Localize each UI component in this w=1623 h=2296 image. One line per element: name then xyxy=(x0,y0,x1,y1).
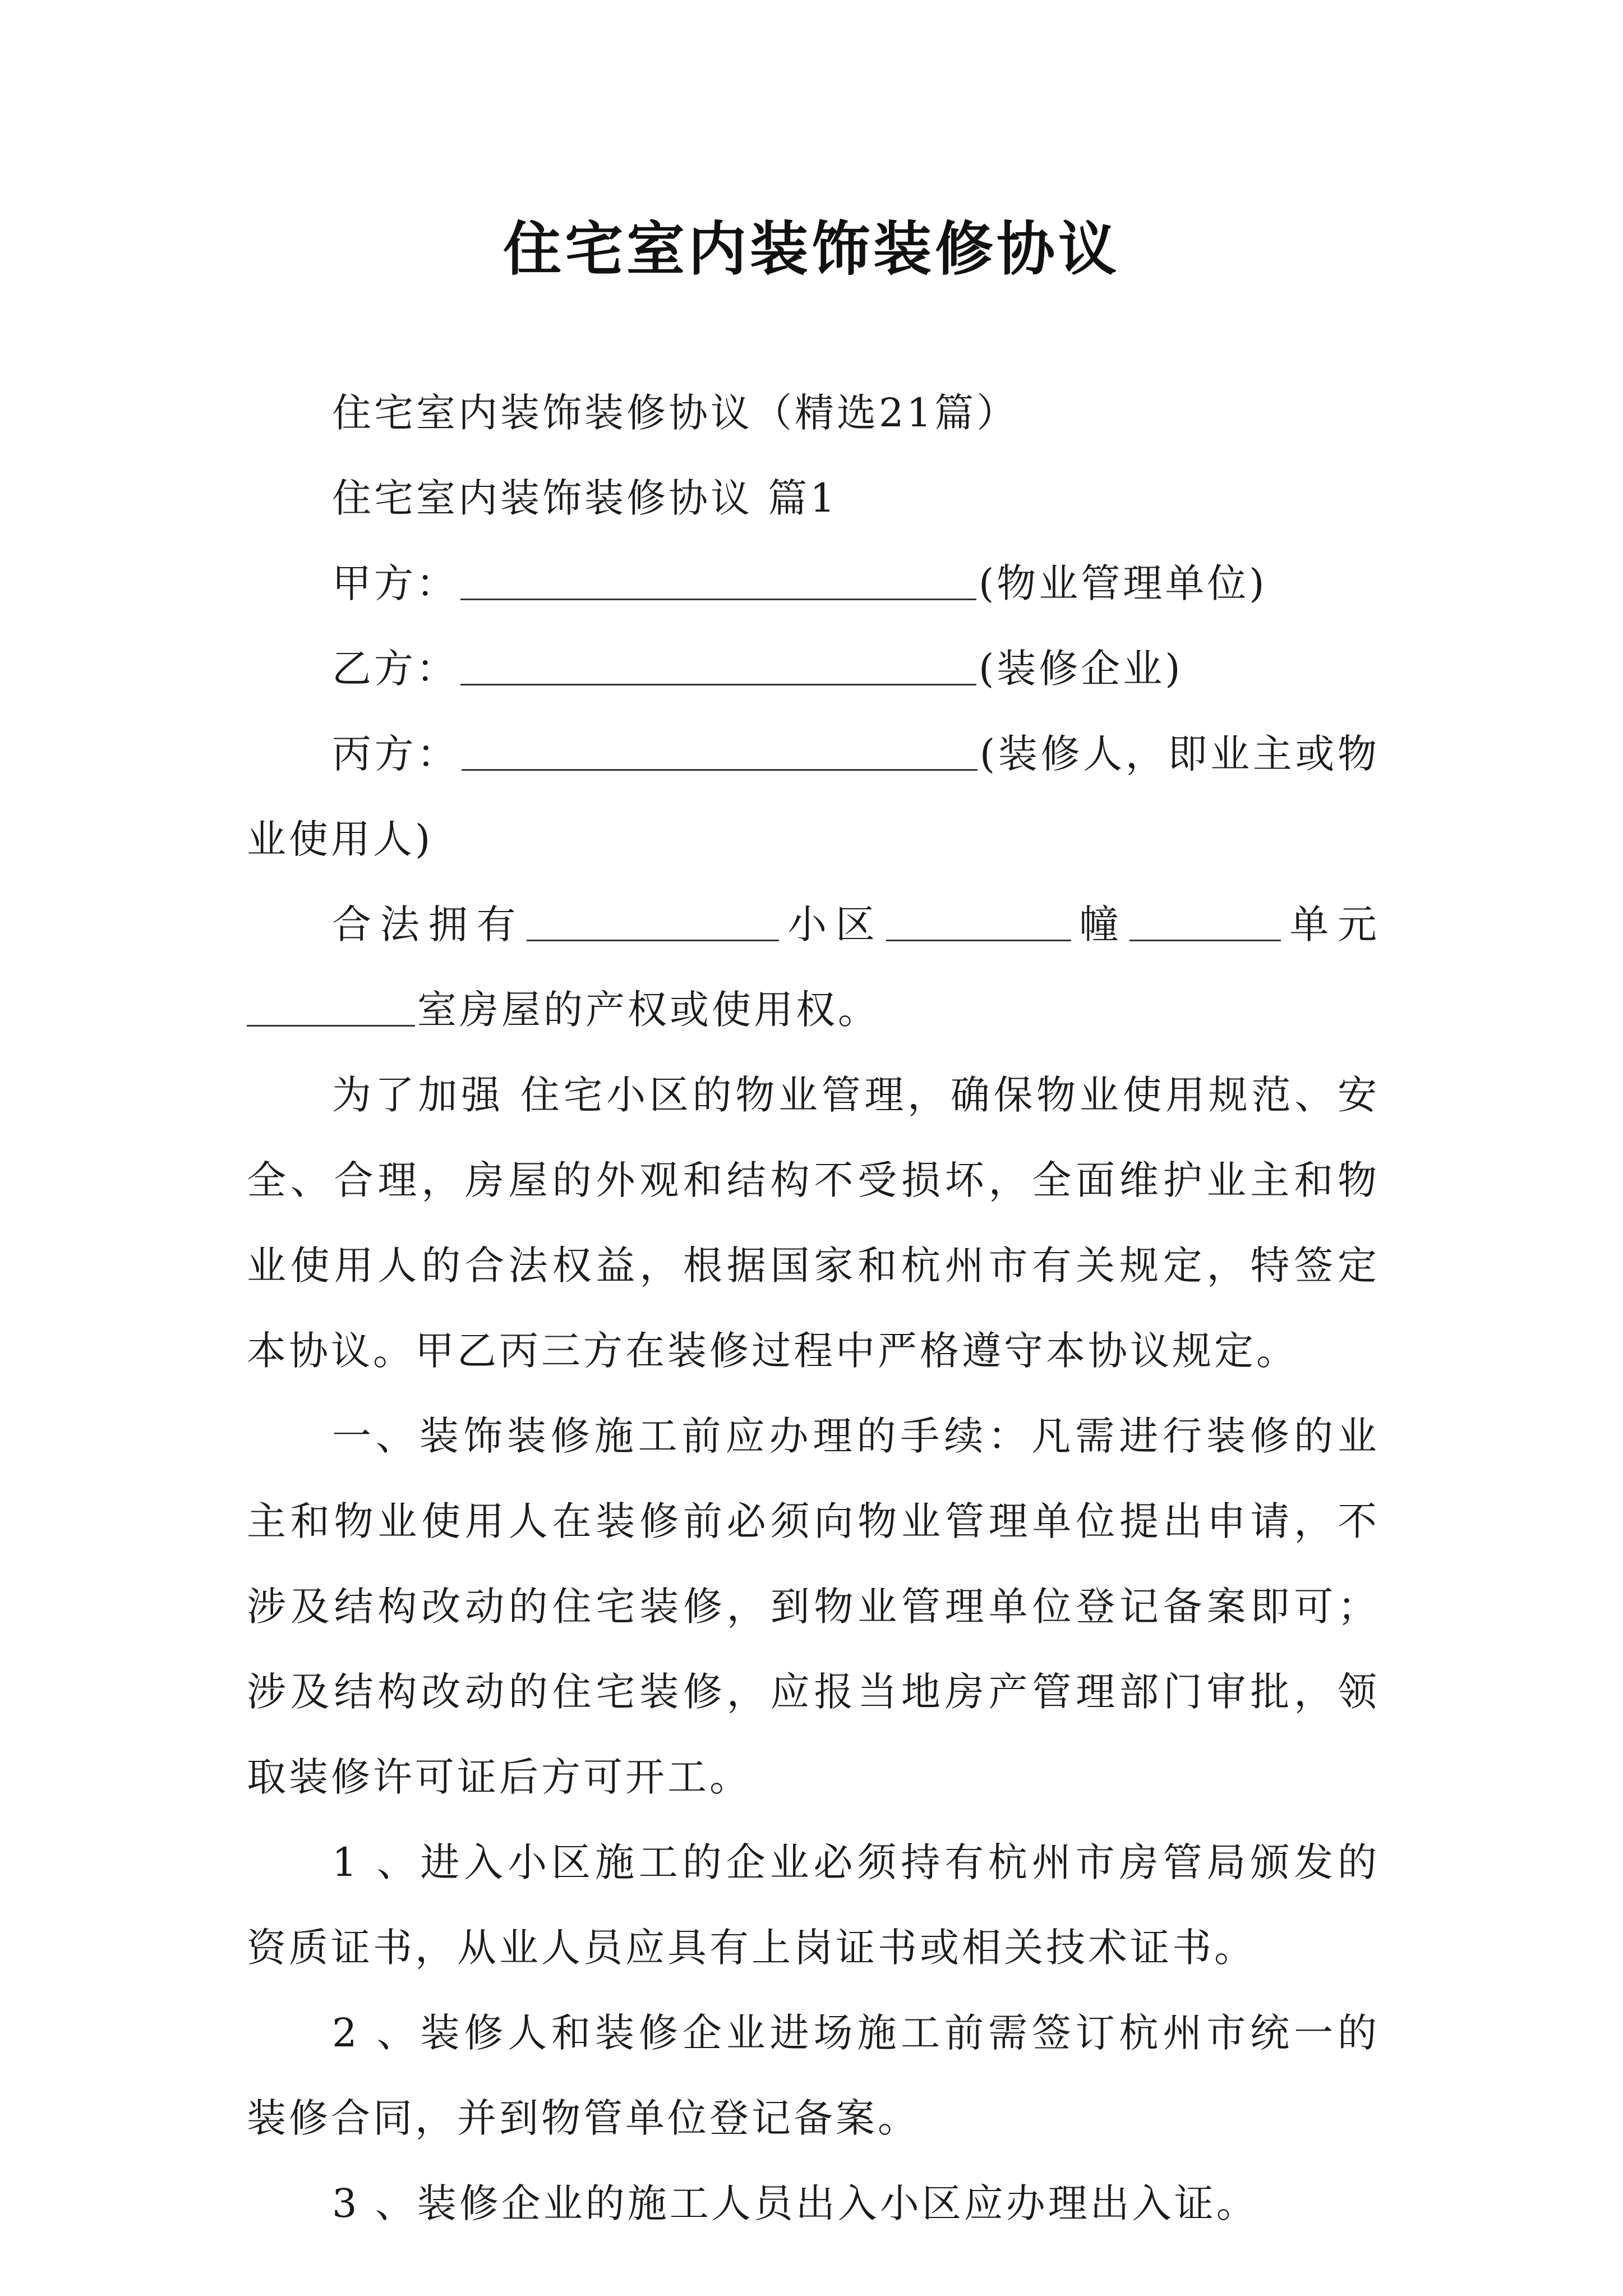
party-c-blank xyxy=(462,730,978,771)
ownership-text-1: 合法拥有 xyxy=(332,901,525,947)
chapter-heading: 住宅室内装饰装修协议 篇1 xyxy=(332,475,838,521)
party-b-line xyxy=(247,626,1380,711)
item-2-paragraph: 2 、装修人和装修企业进场施工前需签订杭州市统一的装修合同，并到物管单位登记备案。 xyxy=(247,2010,1380,2141)
unit-blank xyxy=(1129,900,1281,941)
ownership-text-5: 室房屋的产权或使用权。 xyxy=(417,987,880,1033)
ownership-text-3: 幢 xyxy=(1073,901,1128,947)
room-blank xyxy=(247,986,415,1027)
ownership-paragraph xyxy=(247,882,1380,1052)
subtitle-paragraph: 住宅室内装饰装修协议（精选21篇） xyxy=(332,390,1019,436)
party-a-line xyxy=(247,541,1380,626)
item-3-paragraph: 3 、装修企业的施工人员出入小区应办理出入证。 xyxy=(332,2180,1258,2226)
party-a-label: 甲方： xyxy=(332,560,458,606)
community-blank xyxy=(527,900,779,941)
item-1-paragraph: 1 、进入小区施工的企业必须持有杭州市房管局颁发的资质证书，从业人员应具有上岗证书或相关技术证书。 xyxy=(247,1839,1380,1971)
party-c-label: 丙方： xyxy=(332,731,459,777)
purpose-paragraph: 为了加强 住宅小区的物业管理，确保物业使用规范、安全、合理，房屋的外观和结构不受损坏，全面维护业主和物业使用人的合法权益，根据国家和杭州市有关规定，特签定本协议。甲乙丙三方在装修过程中严格遵守本协议规定。 xyxy=(247,1072,1380,1374)
ownership-text-4: 单元 xyxy=(1283,901,1380,947)
party-a-blank xyxy=(460,559,976,600)
document-body xyxy=(247,370,1380,2246)
party-a-note: (物业管理单位) xyxy=(979,560,1267,606)
party-c-line xyxy=(247,711,1380,882)
party-b-label: 乙方： xyxy=(332,646,458,692)
document-title: 住宅室内装饰装修协议 xyxy=(502,215,1120,283)
party-b-blank xyxy=(460,645,976,685)
building-blank xyxy=(886,900,1071,941)
section-1-paragraph: 一、装饰装修施工前应办理的手续：凡需进行装修的业主和物业使用人在装修前必须向物业管理单位提出申请，不涉及结构改动的住宅装修，到物业管理单位登记备案即可；涉及结构改动的住宅装修，应报当地房产管理部门审批，领取装修许可证后方可开工。 xyxy=(247,1413,1380,1800)
party-c-note: (装修人，即业主或物业使用人) xyxy=(247,731,1380,862)
party-b-note: (装修企业) xyxy=(979,646,1183,692)
ownership-text-2: 小区 xyxy=(781,901,884,947)
